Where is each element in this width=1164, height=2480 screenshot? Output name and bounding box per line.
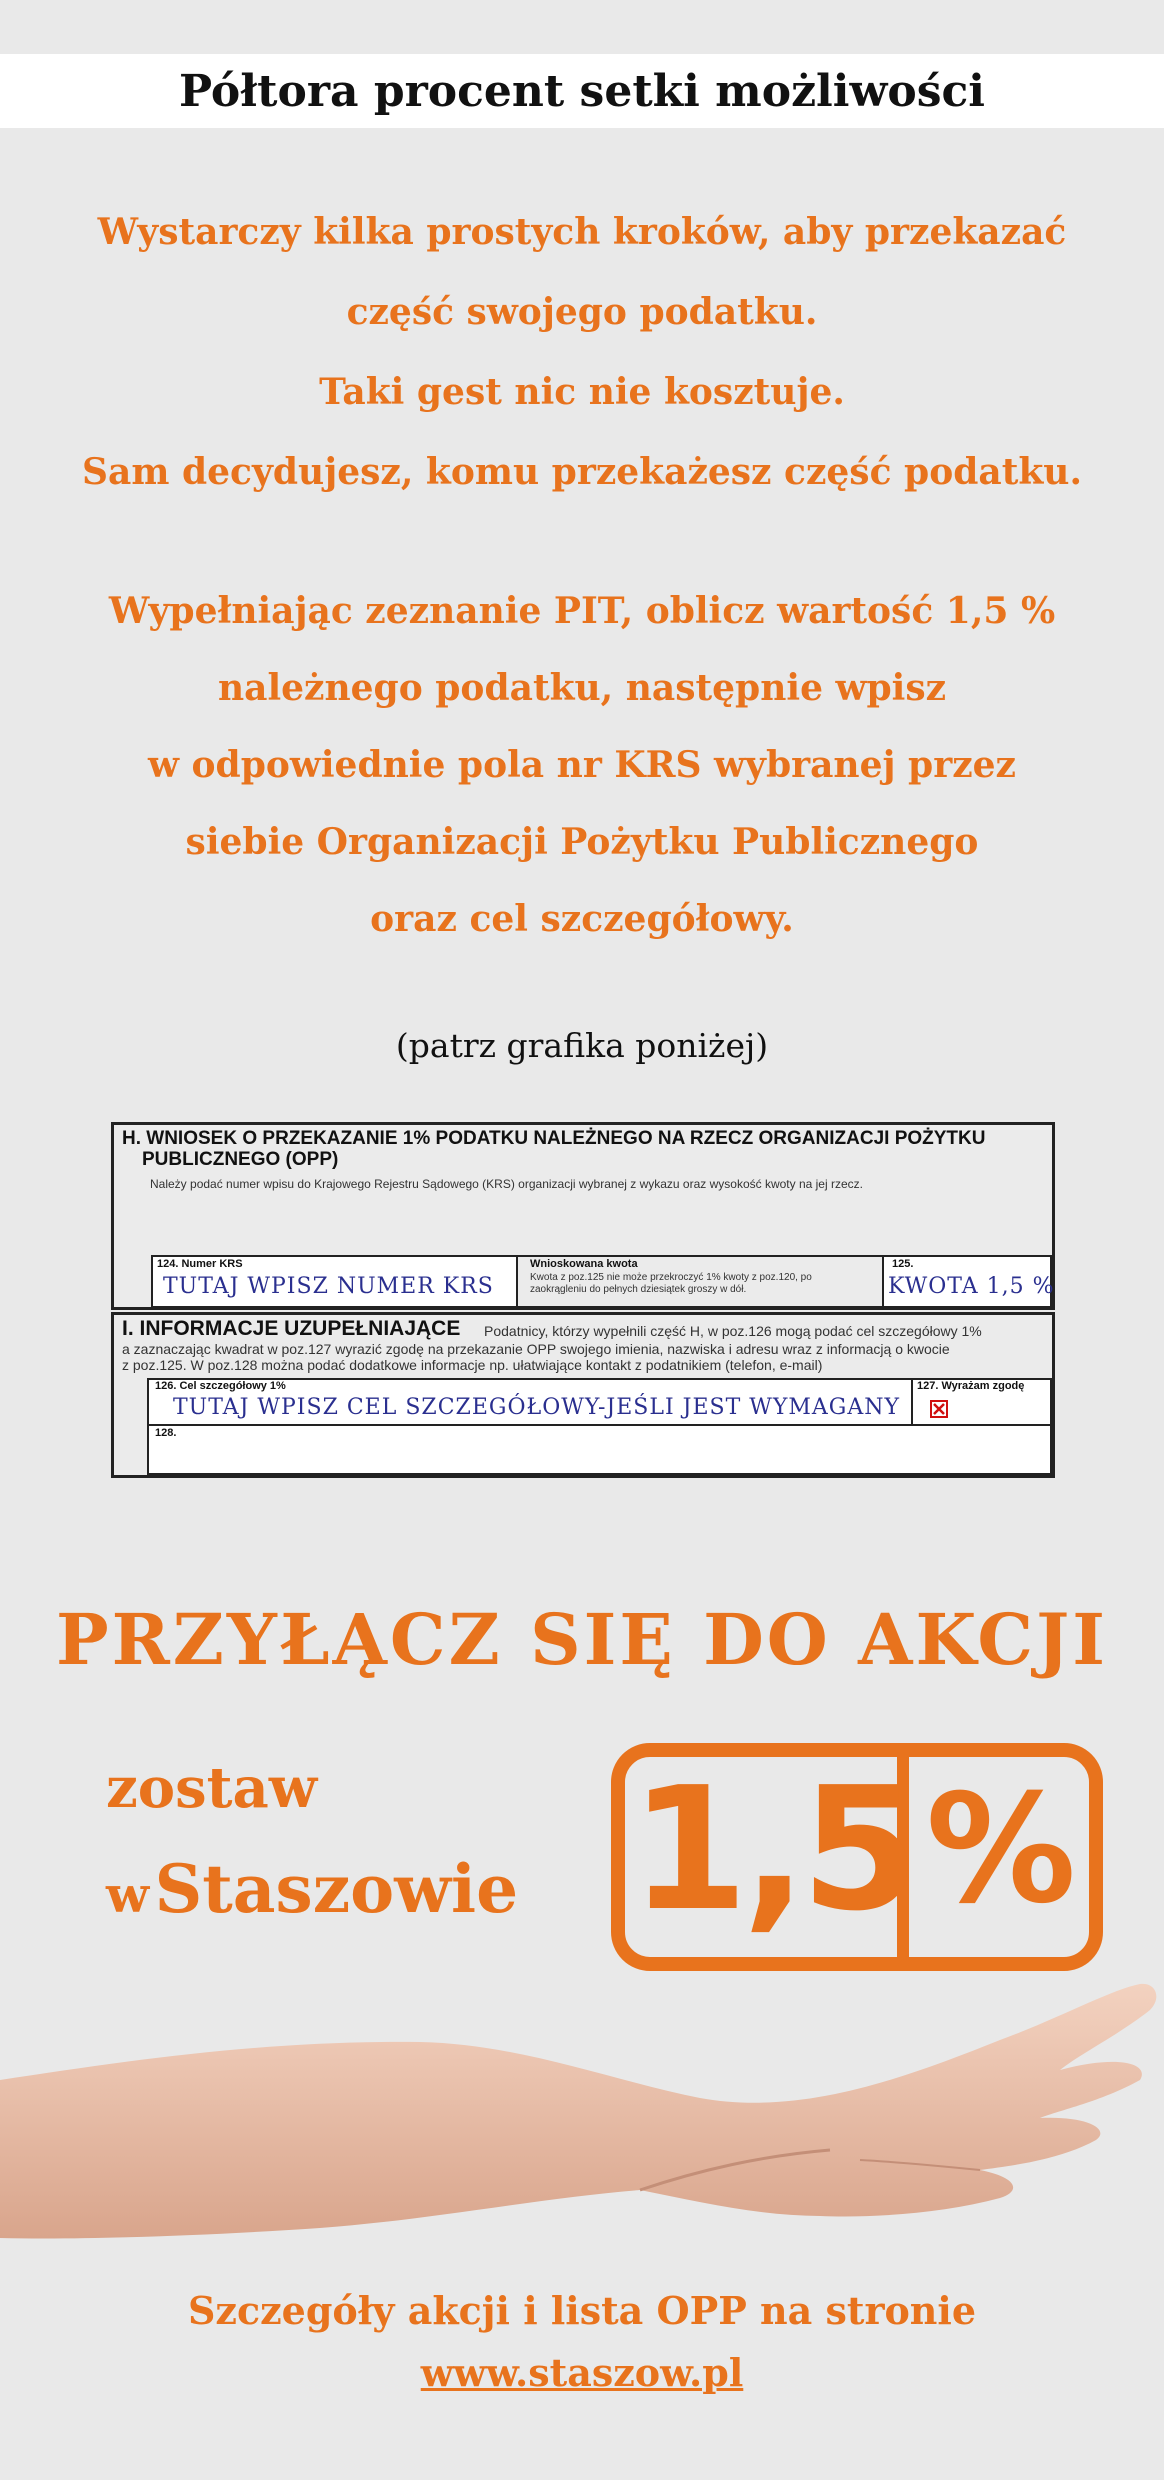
page-title-text: Półtora procent setki możliwości: [178, 65, 985, 117]
footer-text: Szczegóły akcji i lista OPP na stronie: [187, 2288, 977, 2333]
intro-line-3: Taki gest nic nie kosztuje.: [319, 371, 845, 413]
section-h-title: H. WNIOSEK O PRZEKAZANIE 1% PODATKU NALEŻNEGO NA RZECZ ORGANIZACJI POŻYTKU: [122, 1128, 986, 1149]
section-i-desc-2: a zaznaczając kwadrat w poz.127 wyrazić zgodę na przekazanie OPP swojego imienia, nazwiska i adresu wraz z informacją o kwocie: [122, 1341, 950, 1357]
in-staszow-text: [106, 1850, 518, 1928]
intro-line-1: Wystarczy kilka prostych kroków, aby przekazać: [97, 211, 1067, 253]
field-125-label: 125.: [892, 1258, 914, 1270]
instruction-line-1: Wypełniając zeznanie PIT, oblicz wartość 1,5 %: [108, 590, 1056, 632]
requested-amount-desc-1: Kwota z poz.125 nie może przekroczyć 1% kwoty z poz.120, po: [530, 1272, 812, 1283]
section-i-desc-1: Podatnicy, którzy wypełnili część H, w poz.126 mogą podać cel szczegółowy 1%: [484, 1323, 982, 1339]
section-i-title: I. INFORMACJE UZUPEŁNIAJĄCE: [122, 1317, 461, 1340]
field-128-label: 128.: [155, 1427, 177, 1439]
website-link[interactable]: www.staszow.pl: [420, 2350, 744, 2395]
one-and-half-percent-badge: [610, 1742, 1104, 1972]
field-124-krs[interactable]: [151, 1255, 518, 1308]
field-126-value: TUTAJ WPISZ CEL SZCZEGÓŁOWY-JEŚLI JEST WYMAGANY: [173, 1395, 901, 1420]
section-i-desc-3: z poz.125. W poz.128 można podać dodatkowe informacje np. ułatwiające kontakt z podatnikiem (telefon, e-mail): [122, 1357, 823, 1373]
field-127-label: 127. Wyrażam zgodę: [917, 1380, 1025, 1392]
form-section-i: [111, 1312, 1055, 1478]
field-128-extra[interactable]: [147, 1424, 1052, 1475]
form-section-h: [111, 1122, 1055, 1310]
field-126-label: 126. Cel szczegółowy 1%: [155, 1380, 286, 1392]
section-h-description: Należy podać numer wpisu do Krajowego Rejestru Sądowego (KRS) organizacji wybranej z wykazu oraz wysokość kwoty na jej rzecz.: [150, 1177, 863, 1191]
instruction-line-5: oraz cel szczegółowy.: [370, 898, 794, 940]
intro-line-4: Sam decydujesz, komu przekażesz część podatku.: [82, 451, 1082, 493]
checkbox-checked-icon[interactable]: [930, 1400, 948, 1418]
instruction-line-2: należnego podatku, następnie wpisz: [217, 667, 947, 709]
badge-percent: %: [925, 1763, 1077, 1937]
see-graphic-note: (patrz grafika poniżej): [395, 1026, 769, 1065]
intro-line-2: część swojego podatku.: [346, 291, 818, 333]
pit-form-excerpt: [111, 1122, 1055, 1478]
join-action-heading: PRZYŁĄCZ SIĘ DO AKCJI: [56, 1598, 1108, 1681]
page-title: [0, 54, 1164, 128]
field-124-label: 124. Numer KRS: [157, 1258, 243, 1270]
section-h-title-cont: PUBLICZNEGO (OPP): [142, 1149, 339, 1170]
field-125-amount[interactable]: [882, 1255, 1055, 1308]
open-hand-illustration: [0, 1970, 1164, 2290]
leave-text: zostaw: [106, 1755, 318, 1821]
instruction-line-3: w odpowiednie pola nr KRS wybranej przez: [148, 744, 1016, 786]
in-prefix: w: [106, 1865, 150, 1924]
requested-amount-info: [516, 1255, 884, 1308]
field-127-consent[interactable]: [911, 1378, 1052, 1426]
field-125-value: KWOTA 1,5 %: [888, 1274, 1055, 1299]
badge-number: 1,5: [630, 1751, 914, 1949]
requested-amount-desc-2: zaokrągleniu do pełnych dziesiątek groszy w dół.: [530, 1284, 747, 1295]
city-name: Staszowie: [154, 1850, 519, 1928]
requested-amount-label: Wnioskowana kwota: [530, 1258, 638, 1270]
instruction-line-4: siebie Organizacji Pożytku Publicznego: [185, 821, 979, 863]
field-124-value: TUTAJ WPISZ NUMER KRS: [163, 1274, 494, 1299]
field-126-goal[interactable]: [147, 1378, 913, 1426]
